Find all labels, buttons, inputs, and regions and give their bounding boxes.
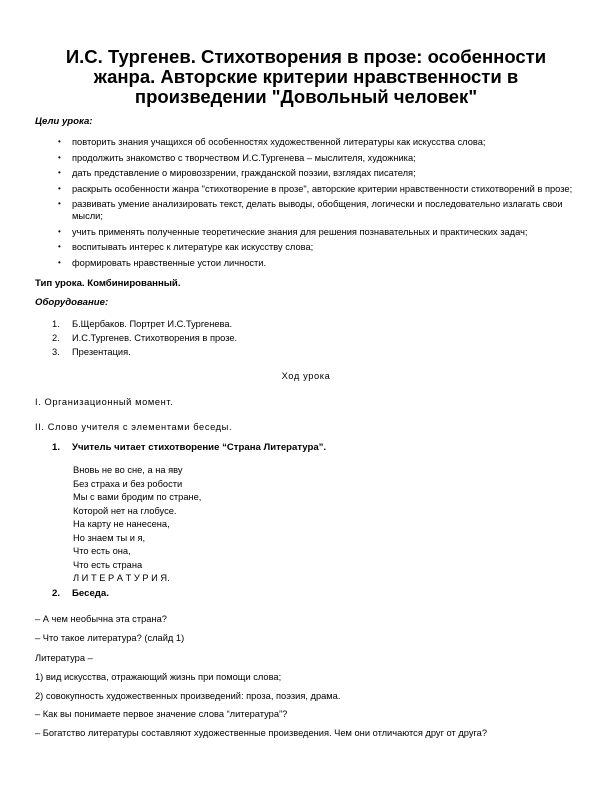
poem — [73, 464, 201, 586]
section-1: I. Организационный момент. — [35, 397, 174, 407]
bullet-icon: • — [58, 257, 61, 267]
poem-line: На карту не нанесена, — [73, 519, 170, 529]
step-2-number: 2. — [52, 588, 61, 599]
dialogue-line: 2) совокупность художественных произведений: проза, поэзия, драма. — [35, 691, 341, 701]
poem-line: Что есть она, — [73, 546, 131, 556]
poem-line: Мы с вами бродим по стране, — [73, 492, 202, 502]
bullet-icon: • — [58, 242, 61, 251]
poem-line: Без страха и без робости — [73, 478, 183, 489]
list-item: • учить применять полученные теоретические знания для решения познавательных и практических задач; — [58, 226, 528, 237]
dialogue-line: Литература – — [35, 653, 93, 663]
list-item: 1. Б.Щербаков. Портрет И.С.Тургенева. — [52, 319, 233, 329]
poem-line: Что есть страна — [73, 559, 143, 570]
goals-heading: Цели урока: — [35, 116, 93, 127]
list-item: • формировать нравственные устои личности. — [58, 257, 267, 268]
poem-line: Л И Т Е Р А Т У Р И Я. — [73, 573, 170, 583]
section-2: II. Слово учителя с элементами беседы. — [35, 422, 233, 432]
dialogue-line: – Как вы понимаете первое значение слова “литература”? — [35, 709, 288, 719]
poem-line: Вновь не во сне, а на яву — [73, 465, 183, 475]
list-item: • развивать умение анализировать текст, делать выводы, обобщения, логически и последовательно излагать свои мысли; — [58, 199, 563, 221]
bullet-icon: • — [58, 168, 61, 177]
poem-line: Которой нет на глобусе. — [73, 505, 177, 516]
list-item: 3. Презентация. — [52, 347, 131, 357]
bullet-icon: • — [58, 199, 61, 208]
bullet-icon: • — [58, 152, 61, 162]
list-item: • воспитывать интерес к литературе как искусству слова; — [58, 242, 314, 252]
bullet-icon: • — [58, 183, 61, 193]
list-item: • дать представление о мировоззрении, гражданской поэзии, взглядах писателя; — [58, 168, 416, 178]
dialogue-line: – Богатство литературы составляют художественные произведения. Чем они отличаются друг от друга? — [35, 728, 488, 738]
equipment-heading: Оборудование: — [35, 297, 109, 308]
bullet-icon: • — [58, 226, 61, 236]
step-1-text: Учитель читает стихотворение “Страна Литература”. — [72, 442, 327, 453]
step-1 — [52, 442, 326, 453]
goals-list — [58, 136, 578, 272]
list-item: • повторить знания учащихся об особенностях художественной литературы как искусства слова; — [58, 137, 486, 147]
lesson-type: Тип урока. Комбинированный. — [35, 278, 181, 289]
bullet-icon: • — [58, 137, 61, 146]
list-item: 2. И.С.Тургенев. Стихотворения в прозе. — [52, 333, 238, 343]
list-item: • продолжить знакомство с творчеством И.С.Тургенева – мыслителя, художника; — [58, 152, 416, 163]
step-1-number: 1. — [52, 442, 61, 453]
dialogue-line: – Что такое литература? (слайд 1) — [35, 633, 185, 643]
dialogue-line: – А чем необычна эта страна? — [35, 614, 167, 624]
poem-line: Но знаем ты и я, — [73, 532, 146, 543]
equipment-list — [52, 318, 237, 360]
step-2 — [52, 588, 109, 599]
step-2-text: Беседа. — [72, 588, 109, 599]
list-item: • раскрыть особенности жанра "стихотворение в прозе", авторские критерии нравственности стихотворений в прозе; — [58, 183, 573, 194]
page-title: И.С. Тургенев. Стихотворения в прозе: особенности жанра. Авторские критерии нравственности в произведении "Довольный человек" — [65, 46, 547, 107]
lesson-course-heading: Ход урока — [281, 371, 331, 381]
dialogue-line: 1) вид искусства, отражающий жизнь при помощи слова; — [35, 672, 282, 682]
